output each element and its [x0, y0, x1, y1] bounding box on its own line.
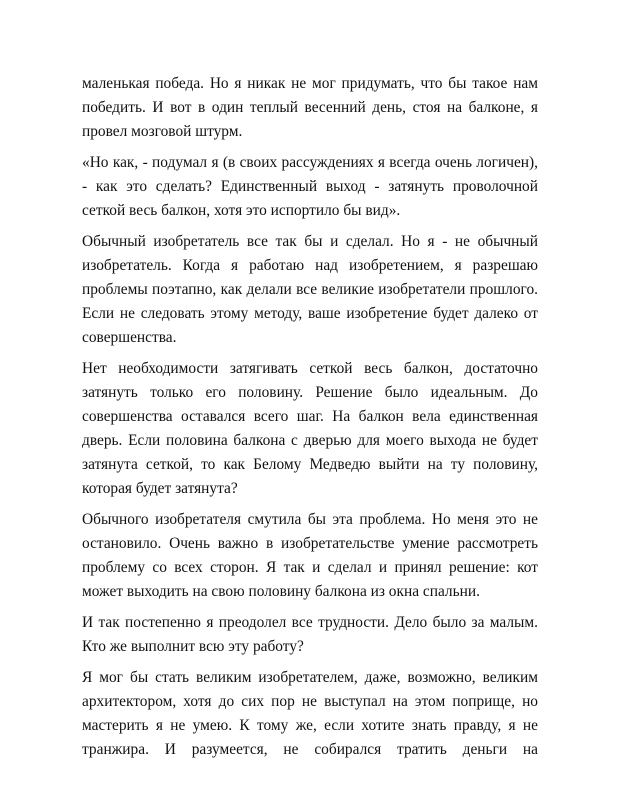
- paragraph-4: Нет необходимости затягивать сеткой весь балкон, достаточно затянуть только его половину. Решение было идеальным. До совершенства оставался всего шаг. На балкон вела единственная дверь. Если половина балкона с дверью для моего выхода не будет затянута сеткой, то как Белому Медведю выйти на ту половину, которая будет затянута?: [82, 360, 538, 497]
- paragraph-2: «Но как, - подумал я (в своих рассуждениях я всегда очень логичен), - как это сделать? Единственный выход - затянуть проволочной сеткой весь балкон, хотя это испортило бы вид».: [82, 154, 538, 219]
- paragraph-6: И так постепенно я преодолел все трудности. Дело было за малым. Кто же выполнит всю эту работу?: [82, 614, 538, 655]
- paragraph-7: Я мог бы стать великим изобретателем, даже, возможно, великим архитектором, хотя до сих пор не выступал на этом поприще, но мастерить я не умею. К тому же, если хотите знать правду, я не транжира. И разумеется, не собирался тратить деньги на: [82, 669, 538, 758]
- paragraph-1: маленькая победа. Но я никак не мог придумать, что бы такое нам победить. И вот в один теплый весенний день, стоя на балконе, я провел мозговой штурм.: [82, 75, 538, 140]
- paragraph-3: Обычный изобретатель все так бы и сделал. Но я - не обычный изобретатель. Когда я работаю над изобретением, я разрешаю проблемы поэтапно, как делали все великие изобретатели прошлого. Если не следовать этому методу, ваше изобретение будет далеко от совершенства.: [82, 233, 538, 346]
- document-page: [82, 72, 538, 769]
- paragraph-5: Обычного изобретателя смутила бы эта проблема. Но меня это не остановило. Очень важно в изобретательстве умение рассмотреть проблему со всех сторон. Я так и сделал и принял решение: кот может выходить на свою половину балкона из окна спальни.: [82, 511, 538, 600]
